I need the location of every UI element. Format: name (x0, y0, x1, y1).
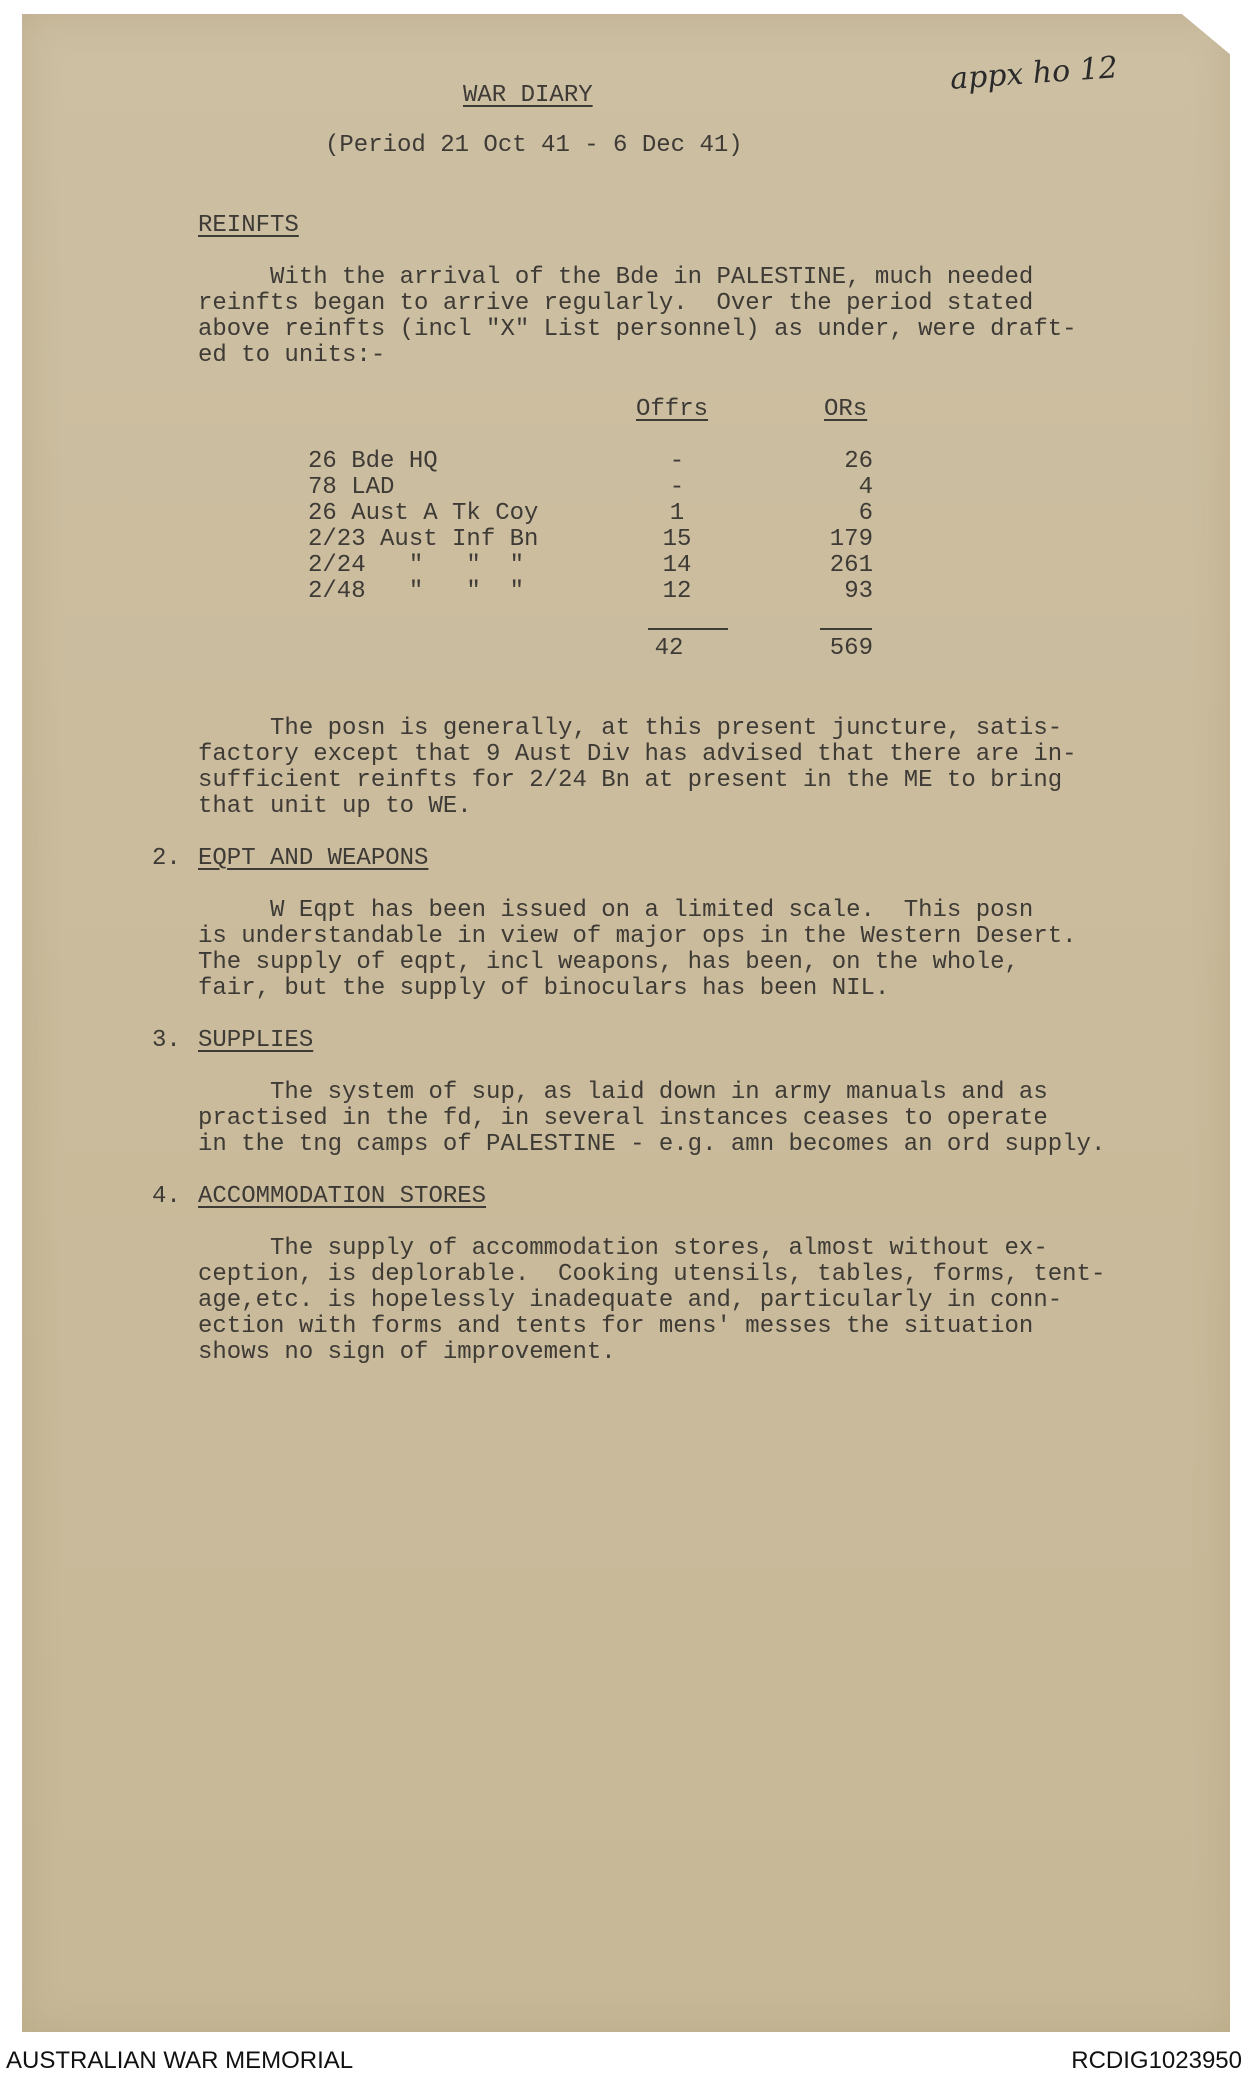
table-cell-ors: 93 (844, 578, 873, 605)
table-cell-ors: 6 (858, 500, 873, 527)
paragraph-line: The system of sup, as laid down in army manuals and as (198, 1079, 1048, 1106)
paragraph-line: sufficient reinfts for 2/24 Bn at present in the ME to bring (198, 767, 1063, 794)
section-heading-eqpt: EQPT AND WEAPONS (198, 845, 429, 872)
table-cell-unit: 2/23 Aust Inf Bn (308, 526, 539, 553)
table-total-ors: 569 (829, 635, 873, 662)
table-cell-offrs: 1 (669, 500, 685, 527)
table-cell-unit: 26 Aust A Tk Coy (308, 500, 539, 527)
table-cell-ors: 26 (844, 448, 873, 475)
table-cell-offrs: 12 (662, 578, 692, 605)
paragraph-line: shows no sign of improvement. (198, 1339, 616, 1366)
paragraph-line: W Eqpt has been issued on a limited scale. This posn (198, 897, 1034, 924)
section-heading-reinfts: REINFTS (198, 212, 299, 239)
table-cell-ors: 179 (829, 526, 873, 553)
table-total-offrs: 42 (654, 635, 684, 662)
section-number: 2. (152, 845, 181, 872)
footer-reference: RCDIG1023950 (1071, 2047, 1242, 2074)
section-number: 4. (152, 1183, 181, 1210)
section-number: 3. (152, 1027, 181, 1054)
paragraph-line: ed to units:- (198, 342, 386, 369)
table-cell-offrs: - (669, 448, 685, 475)
table-cell-offrs: 15 (662, 526, 692, 553)
archive-footer (0, 2035, 1252, 2081)
total-rule-offrs (648, 628, 728, 630)
table-cell-ors: 4 (858, 474, 873, 501)
handwritten-annotation: appx ho 12 (948, 50, 1119, 97)
total-rule-ors (820, 628, 872, 630)
column-header-ors: ORs (824, 396, 868, 423)
paragraph-line: factory except that 9 Aust Div has advised that there are in- (198, 741, 1077, 768)
paragraph-line: ception, is deplorable. Cooking utensils, tables, forms, tent- (198, 1261, 1106, 1288)
paragraph-line: practised in the fd, in several instances ceases to operate (198, 1105, 1048, 1132)
paragraph-line: ection with forms and tents for mens' messes the situation (198, 1313, 1034, 1340)
paragraph-line: The posn is generally, at this present juncture, satis- (198, 715, 1063, 742)
paragraph-line: in the tng camps of PALESTINE - e.g. amn becomes an ord supply. (198, 1131, 1106, 1158)
table-cell-unit: 78 LAD (308, 474, 395, 501)
paragraph-line: that unit up to WE. (198, 793, 472, 820)
column-header-offrs: Offrs (636, 396, 709, 423)
table-cell-offrs: - (669, 474, 685, 501)
table-cell-unit: 2/24 " " " (308, 552, 525, 579)
section-heading-accommodation: ACCOMMODATION STORES (198, 1183, 487, 1210)
paragraph-line: age,etc. is hopelessly inadequate and, particularly in conn- (198, 1287, 1063, 1314)
table-cell-ors: 261 (829, 552, 873, 579)
section-heading-supplies: SUPPLIES (198, 1027, 314, 1054)
paragraph-line: above reinfts (incl "X" List personnel) as under, were draft- (198, 316, 1077, 343)
paragraph-line: The supply of accommodation stores, almost without ex- (198, 1235, 1048, 1262)
table-cell-offrs: 14 (662, 552, 692, 579)
paragraph-line: fair, but the supply of binoculars has been NIL. (198, 975, 890, 1002)
paragraph-line: reinfts began to arrive regularly. Over the period stated (198, 290, 1034, 317)
paragraph-line: The supply of eqpt, incl weapons, has been, on the whole, (198, 949, 1019, 976)
paragraph-line: With the arrival of the Bde in PALESTINE, much needed (198, 264, 1034, 291)
paragraph-line: is understandable in view of major ops in the Western Desert. (198, 923, 1077, 950)
footer-source: AUSTRALIAN WAR MEMORIAL (6, 2047, 354, 2074)
document-title: WAR DIARY (463, 82, 593, 109)
table-cell-unit: 26 Bde HQ (308, 448, 438, 475)
period-line: (Period 21 Oct 41 - 6 Dec 41) (325, 132, 743, 159)
table-cell-unit: 2/48 " " " (308, 578, 525, 605)
